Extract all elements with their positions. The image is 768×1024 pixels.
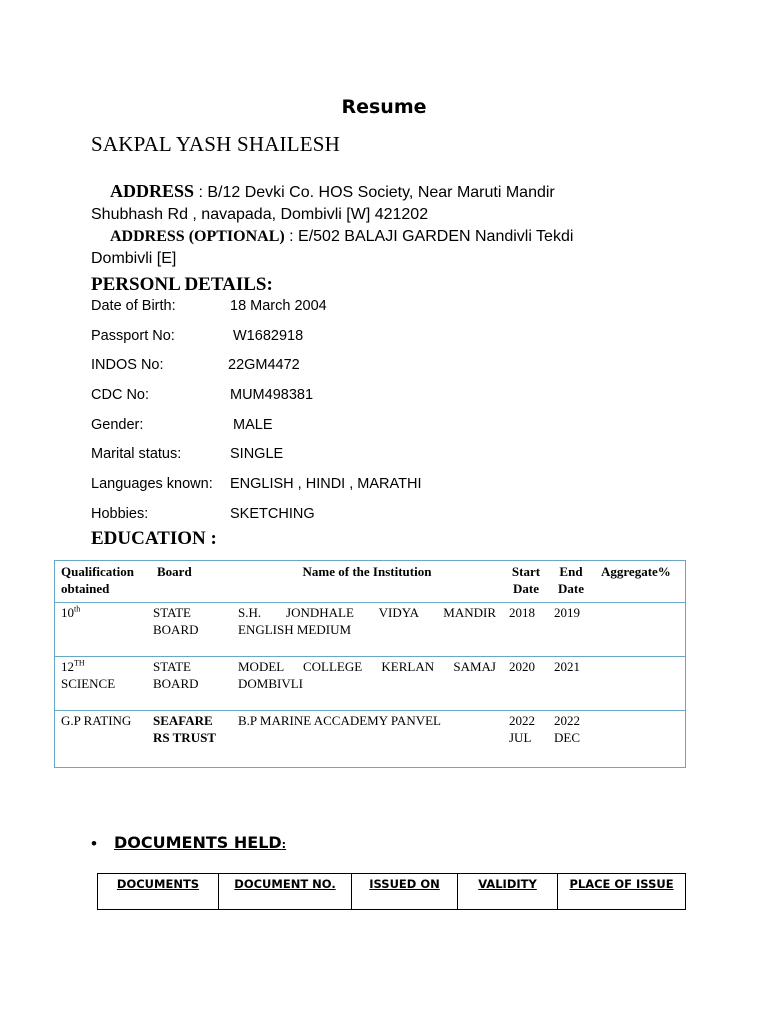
marital-status-label: Marital status: bbox=[91, 446, 182, 462]
address-optional-block bbox=[91, 226, 691, 270]
row-1-start-date: 2018 bbox=[509, 605, 535, 620]
row-1-qualification bbox=[61, 604, 151, 621]
education-table-divider bbox=[55, 602, 685, 603]
education-table bbox=[54, 560, 686, 768]
row-1-end-date: 2019 bbox=[554, 605, 580, 620]
row-2-board bbox=[153, 658, 199, 692]
row-1-institution-line-1: S.H. JONDHALE VIDYA MANDIR bbox=[238, 605, 496, 620]
indos-label: INDOS No: bbox=[91, 357, 164, 373]
header-institution: Name of the Institution bbox=[302, 564, 432, 579]
header-end-date bbox=[555, 563, 587, 597]
row-3-start-line-1: 2022 bbox=[509, 713, 535, 728]
row-1-board bbox=[153, 604, 199, 638]
indos-value: 22GM4472 bbox=[228, 357, 300, 373]
header-end-line-2: Date bbox=[558, 581, 584, 596]
education-table-divider bbox=[55, 656, 685, 657]
header-start-line-1: Start bbox=[511, 564, 541, 579]
address-line-2: Shubhash Rd , navapada, Dombivli [W] 421202 bbox=[91, 206, 429, 223]
resume-title: Resume bbox=[341, 96, 427, 118]
documents-table bbox=[97, 873, 686, 910]
row-2-qualification-sup: TH bbox=[74, 658, 85, 668]
row-3-board bbox=[153, 712, 216, 746]
cdc-label: CDC No: bbox=[91, 387, 150, 403]
header-qualification-line-1: Qualification bbox=[61, 564, 134, 579]
row-3-board-line-2: RS TRUST bbox=[153, 730, 216, 745]
header-start-date bbox=[509, 563, 543, 597]
row-3-board-line-1: SEAFARE bbox=[153, 713, 213, 728]
languages-label: Languages known: bbox=[91, 476, 213, 492]
hobbies-label: Hobbies: bbox=[91, 506, 149, 522]
address-block bbox=[91, 180, 691, 226]
row-2-board-line-1: STATE bbox=[153, 659, 191, 674]
row-1-board-line-2: BOARD bbox=[153, 622, 199, 637]
header-validity: VALIDITY bbox=[458, 874, 558, 910]
bullet-icon: • bbox=[91, 834, 97, 853]
header-end-line-1: End bbox=[559, 564, 583, 579]
education-heading: EDUCATION : bbox=[91, 528, 217, 549]
hobbies-value: SKETCHING bbox=[230, 506, 315, 522]
dob-label: Date of Birth: bbox=[91, 298, 176, 314]
header-qualification-line-2: obtained bbox=[61, 581, 110, 596]
header-qualification bbox=[61, 563, 151, 597]
address-optional-separator: : bbox=[284, 228, 294, 245]
personal-details-heading: PERSONL DETAILS: bbox=[91, 274, 273, 295]
row-3-start-line-2: JUL bbox=[509, 730, 532, 745]
candidate-name: SAKPAL YASH SHAILESH bbox=[91, 132, 341, 156]
header-issued-on: ISSUED ON bbox=[352, 874, 458, 910]
passport-label: Passport No: bbox=[91, 328, 175, 344]
address-optional-label: ADDRESS (OPTIONAL) bbox=[110, 228, 285, 245]
row-2-qualification bbox=[61, 658, 151, 692]
documents-heading-colon: : bbox=[281, 838, 287, 851]
cdc-value: MUM498381 bbox=[230, 387, 314, 403]
row-2-end-date: 2021 bbox=[554, 659, 580, 674]
languages-value: ENGLISH , HINDI , MARATHI bbox=[230, 476, 422, 492]
gender-value: MALE bbox=[233, 417, 273, 433]
row-3-end-line-1: 2022 bbox=[554, 713, 580, 728]
row-3-institution: B.P MARINE ACCADEMY PANVEL bbox=[238, 713, 441, 728]
row-2-institution bbox=[238, 658, 496, 692]
address-optional-line-1: E/502 BALAJI GARDEN Nandivli Tekdi bbox=[293, 228, 574, 245]
header-place-of-issue: PLACE OF ISSUE bbox=[558, 874, 686, 910]
row-3-qualification: G.P RATING bbox=[61, 713, 132, 728]
row-2-institution-line-1: MODEL COLLEGE KERLAN SAMAJ bbox=[238, 659, 496, 674]
gender-label: Gender: bbox=[91, 417, 144, 433]
passport-value: W1682918 bbox=[233, 328, 304, 344]
header-start-line-2: Date bbox=[513, 581, 539, 596]
row-1-qualification-main: 10 bbox=[61, 605, 74, 620]
row-1-institution bbox=[238, 604, 496, 638]
header-document-no: DOCUMENT NO. bbox=[219, 874, 352, 910]
row-3-end-line-2: DEC bbox=[554, 730, 580, 745]
row-3-start-date bbox=[509, 712, 535, 746]
row-2-institution-line-2: DOMBIVLI bbox=[238, 676, 303, 691]
header-aggregate: Aggregate% bbox=[601, 564, 671, 579]
address-separator: : bbox=[194, 184, 203, 201]
row-1-qualification-sup: th bbox=[74, 604, 81, 614]
row-2-board-line-2: BOARD bbox=[153, 676, 199, 691]
documents-table-header-row bbox=[98, 874, 686, 910]
header-documents: DOCUMENTS bbox=[98, 874, 219, 910]
marital-status-value: SINGLE bbox=[230, 446, 284, 462]
row-2-start-date: 2020 bbox=[509, 659, 535, 674]
header-board: Board bbox=[157, 564, 192, 579]
row-1-board-line-1: STATE bbox=[153, 605, 191, 620]
address-label: ADDRESS bbox=[110, 181, 195, 201]
documents-heading-text: DOCUMENTS HELD bbox=[114, 833, 282, 852]
row-2-qualification-line-2: SCIENCE bbox=[61, 676, 116, 691]
row-2-qualification-main: 12 bbox=[61, 659, 74, 674]
address-line-1: B/12 Devki Co. HOS Society, Near Maruti Mandir bbox=[202, 184, 555, 201]
documents-heading bbox=[114, 833, 286, 852]
education-table-divider bbox=[55, 710, 685, 711]
row-1-institution-line-2: ENGLISH MEDIUM bbox=[238, 622, 352, 637]
row-3-end-date bbox=[554, 712, 580, 746]
address-optional-line-2: Dombivli [E] bbox=[91, 250, 177, 267]
dob-value: 18 March 2004 bbox=[230, 298, 327, 314]
